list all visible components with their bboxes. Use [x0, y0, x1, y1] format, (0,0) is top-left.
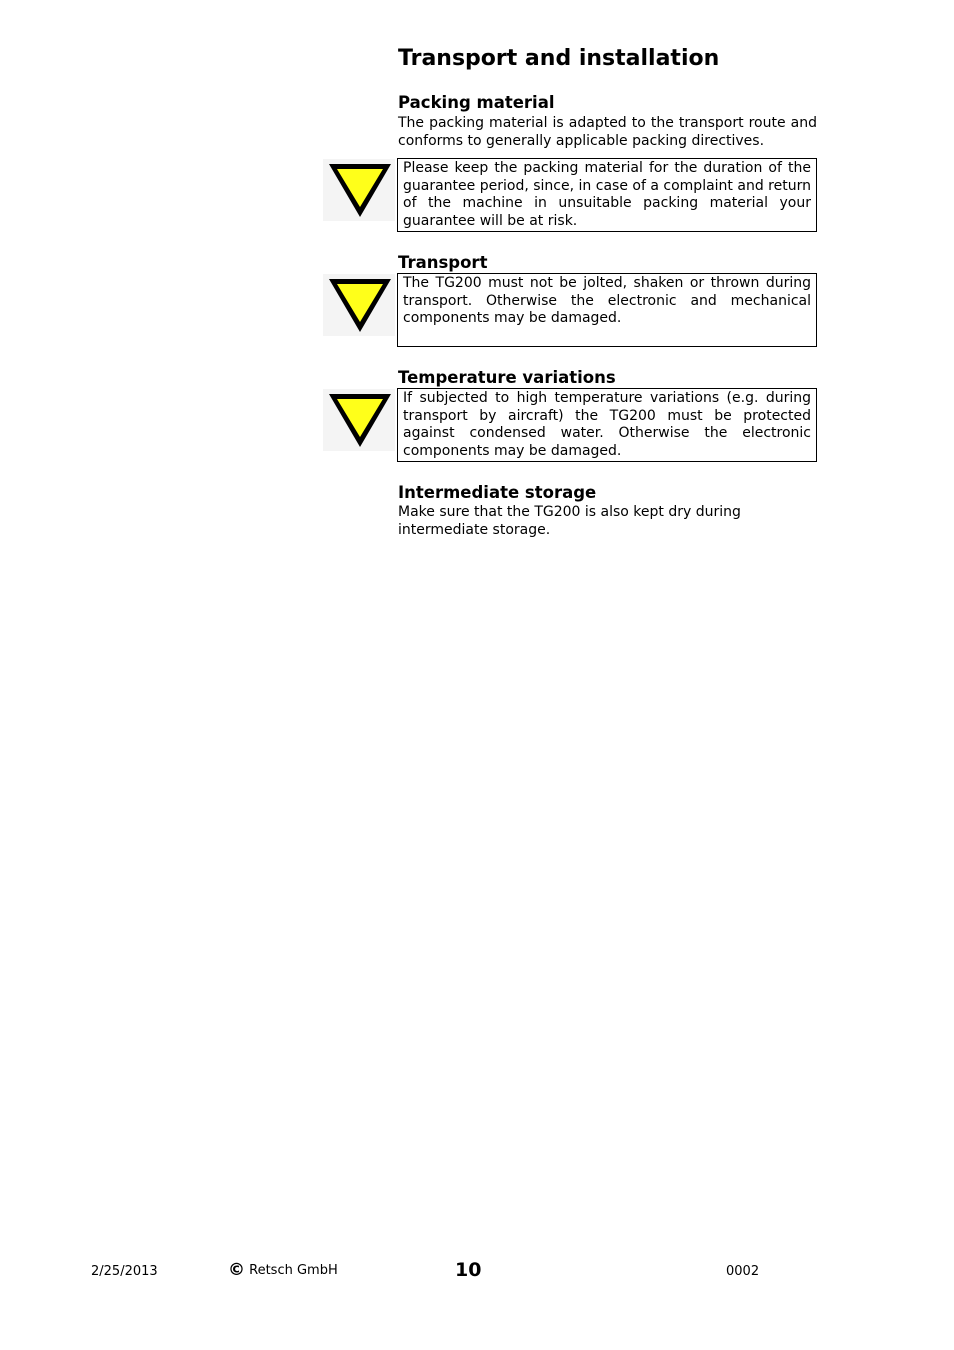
heading-packing-material: Packing material — [398, 93, 555, 112]
copyright-icon: © — [228, 1260, 245, 1280]
heading-intermediate-storage: Intermediate storage — [398, 483, 597, 502]
temperature-notice: If subjected to high temperature variations (e.g. during transport by aircraft) the TG200 must be protected against condensed water. Otherwise the electronic components may be damaged. — [397, 388, 817, 462]
transport-notice: The TG200 must not be jolted, shaken or thrown during transport. Otherwise the electronic and mechanical components may be damaged. — [397, 273, 817, 347]
heading-temperature-variations: Temperature variations — [398, 368, 616, 387]
warning-triangle-icon — [323, 159, 395, 221]
heading-transport: Transport — [398, 253, 488, 272]
intermediate-storage-text: Make sure that the TG200 is also kept dry during intermediate storage. — [398, 504, 741, 538]
warning-triangle-icon — [323, 274, 395, 336]
footer-copyright — [228, 1261, 338, 1280]
footer-code: 0002 — [726, 1264, 760, 1279]
page-number: 10 — [455, 1259, 482, 1281]
page-title: Transport and installation — [398, 46, 720, 71]
warning-triangle-icon — [323, 389, 395, 451]
packing-material-text: The packing material is adapted to the transport route and conforms to generally applicable packing directives. — [398, 115, 817, 149]
footer-date: 2/25/2013 — [91, 1264, 158, 1279]
packing-material-notice: Please keep the packing material for the duration of the guarantee period, since, in case of a complaint and return of the machine in unsuitable packing material your guarantee will be at risk. — [397, 158, 817, 232]
footer-company: Retsch GmbH — [249, 1263, 338, 1278]
